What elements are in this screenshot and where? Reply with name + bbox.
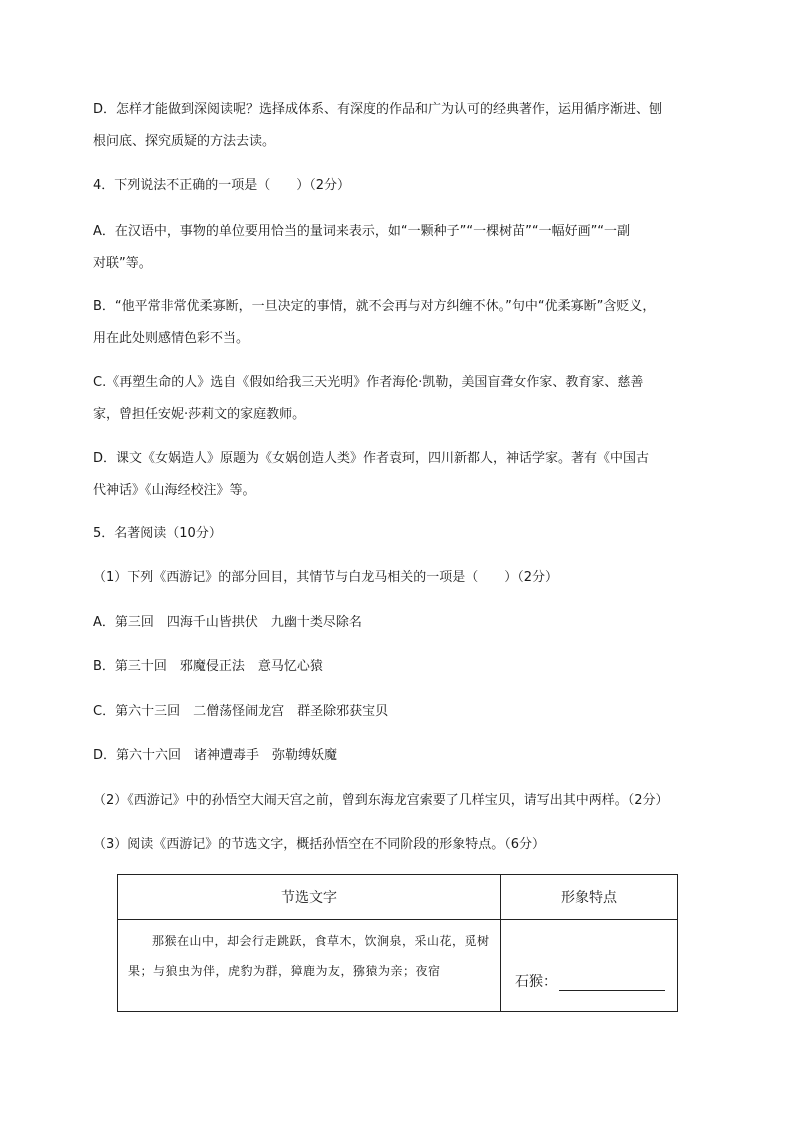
q4-option-c-line-2: 家，曾担任安妮·莎莉文的家庭教师。 [93,407,306,422]
q5-1-option-c: C．第六十三回 二僧荡怪闹龙宫 群圣除邪获宝贝 [93,704,389,719]
q4-option-b-line-2: 用在此处则感情色彩不当。 [93,331,250,346]
q4-option-a-line-2: 对联”等。 [93,256,152,271]
q4-option-c-line-1: C.《再塑生命的人》选自《假如给我三天光明》作者海伦·凯勒，美国盲聋女作家、教育家、慈善 [93,375,644,390]
header-excerpt: 节选文字 [118,875,501,920]
table-header-row [118,875,678,920]
option-d-deep-reading-line-1: D．怎样才能做到深阅读呢？选择成体系、有深度的作品和广为认可的经典著作，运用循序渐进、刨 [93,102,663,117]
q5-1-option-a: A．第三回 四海千山皆拱伏 九幽十类尽除名 [93,615,362,630]
excerpt-text: 那猴在山中，却会行走跳跃，食草木，饮涧泉，采山花，觅树果；与狼虫为伴，虎豹为群，獐鹿为友，猕猿为亲；夜宿 [128,934,490,978]
trait-label: 石猴： [515,974,557,990]
q4-option-b-line-1: B．“他平常非常优柔寡断，一旦决定的事情，就不会再与对方纠缠不休。”句中“优柔寡断”含贬义， [93,299,656,314]
q5-part-2-stem: （2）《西游记》中的孙悟空大闹天宫之前，曾到东海龙宫索要了几样宝贝，请写出其中两样。（2分） [93,793,669,808]
excerpt-trait-table [117,874,678,1012]
q5-1-option-d: D．第六十六回 诸神遭毒手 弥勒缚妖魔 [93,748,338,763]
q5-part-1-stem: （1）下列《西游记》的部分回目，其情节与白龙马相关的一项是（ ）（2分） [93,570,559,585]
excerpt-cell [118,920,501,1012]
q5-1-option-b: B．第三十回 邪魔侵正法 意马忆心猿 [93,659,323,674]
header-traits: 形象特点 [501,875,678,920]
question-4-stem: 4．下列说法不正确的一项是（ ）（2分） [93,178,351,193]
q4-option-a-line-1: A．在汉语中，事物的单位要用恰当的量词来表示，如“一颗种子”“一棵树苗”“一幅好画”“一副 [93,224,631,239]
option-d-deep-reading-line-2: 根问底、探究质疑的方法去读。 [93,134,276,149]
table-row [118,920,678,1012]
question-5-heading: 5．名著阅读（10分） [93,526,222,541]
stone-monkey-trait-field [515,971,665,991]
trait-cell [501,920,678,1012]
q4-option-d-line-2: 代神话》《山海经校注》等。 [93,483,256,498]
q4-option-d-line-1: D．课文《女娲造人》原题为《女娲创造人类》作者袁珂，四川新都人，神话学家。著有《中国古 [93,451,650,466]
q5-part-3-stem: （3）阅读《西游记》的节选文字，概括孙悟空在不同阶段的形象特点。（6分） [93,837,546,852]
answer-blank[interactable] [559,974,665,991]
